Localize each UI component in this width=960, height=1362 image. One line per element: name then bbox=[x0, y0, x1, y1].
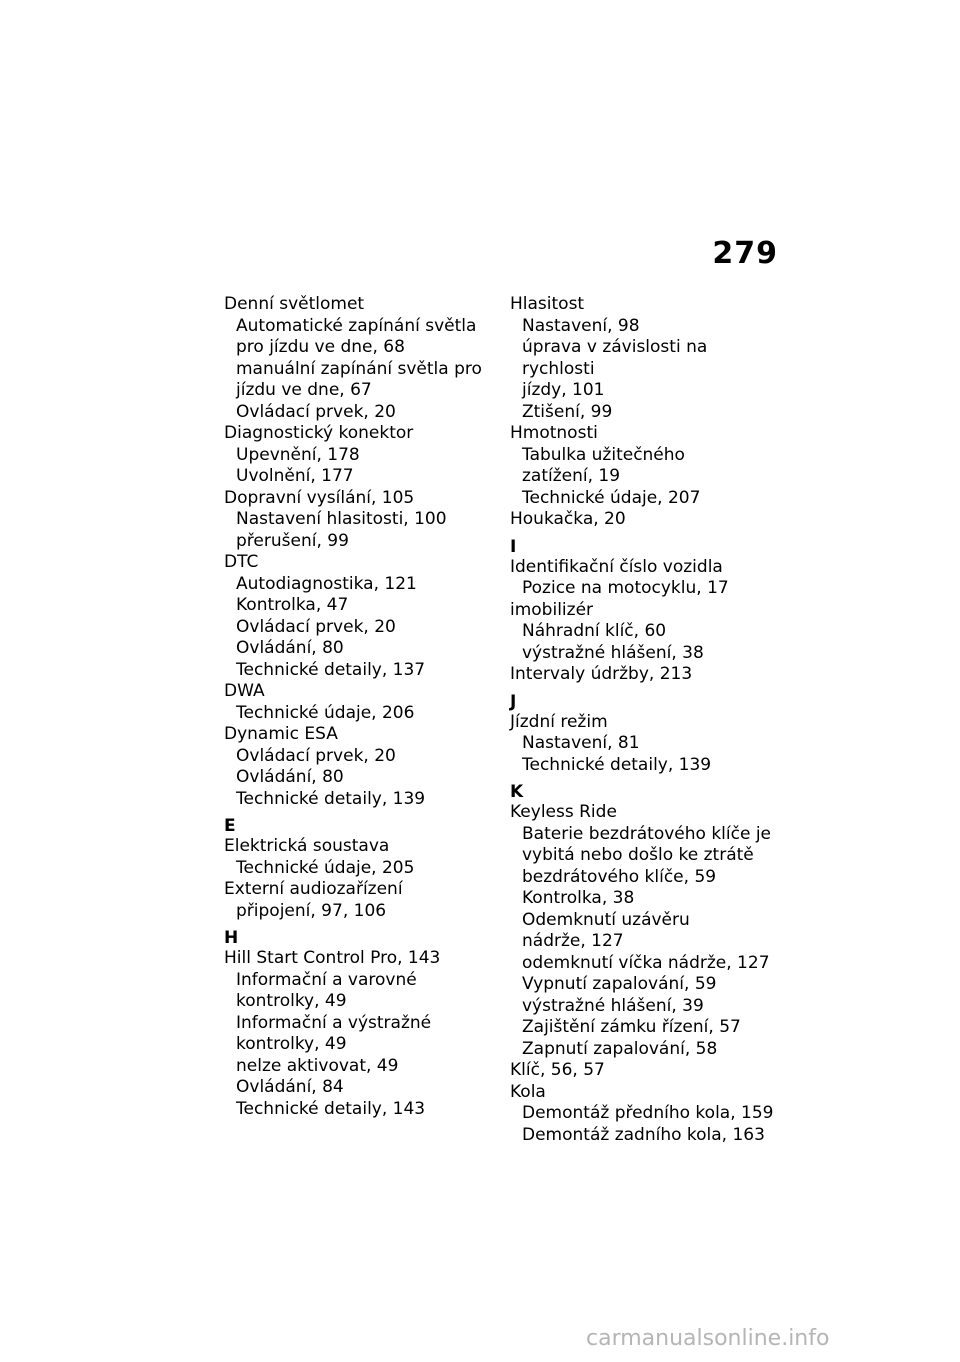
index-entry bbox=[224, 836, 486, 879]
index-entry-term: Dopravní vysílání, 105 bbox=[224, 487, 415, 508]
index-subentry: Ovládání, 84 bbox=[236, 1077, 344, 1097]
index-subentry: Zapnutí zapalování, 58 bbox=[522, 1038, 718, 1059]
index-subentry: Ovládací prvek, 20 bbox=[236, 616, 396, 637]
index-entry-term: imobilizér bbox=[510, 599, 594, 620]
watermark: carmanualsonline.info bbox=[586, 1326, 830, 1351]
index-subentry: Zajištění zámku řízení, 57 bbox=[522, 1017, 741, 1037]
index-entry bbox=[224, 294, 486, 423]
index-subentry: Pozice na motocyklu, 17 bbox=[522, 578, 729, 598]
page-number: 279 bbox=[712, 236, 778, 271]
index-entry-term: DTC bbox=[224, 552, 259, 572]
index-subentry: Nastavení hlasitosti, 100 bbox=[236, 509, 447, 529]
index-subentry: výstražné hlášení, 38 bbox=[522, 642, 704, 663]
index-entry bbox=[224, 681, 486, 724]
index-subentry: nádrže, 127 bbox=[522, 931, 624, 951]
index-entry-term: Externí audiozařízení bbox=[224, 879, 403, 899]
index-entry bbox=[224, 948, 486, 1120]
index-subentry: Ovládací prvek, 20 bbox=[236, 401, 396, 422]
index-letter-heading: E bbox=[224, 816, 236, 836]
index-entry-term: Intervaly údržby, 213 bbox=[510, 664, 693, 684]
index-column-left bbox=[224, 294, 486, 1120]
index-subentry: Odemknutí uzávěru bbox=[522, 909, 690, 930]
index-subentry: bezdrátového klíče, 59 bbox=[522, 866, 717, 887]
index-entry-term: Elektrická soustava bbox=[224, 836, 390, 856]
index-subentry: nelze aktivovat, 49 bbox=[236, 1055, 399, 1076]
index-letter-heading: J bbox=[510, 691, 517, 712]
index-subentry: jízdy, 101 bbox=[522, 380, 605, 400]
index-subentry: Informační a varovné bbox=[236, 969, 417, 990]
index-entry-term: Hill Start Control Pro, 143 bbox=[224, 948, 441, 968]
index-letter-heading: H bbox=[224, 928, 239, 948]
index-subentry: Automatické zapínání světla bbox=[236, 315, 477, 336]
index-entry-term: Houkačka, 20 bbox=[510, 509, 626, 529]
index-entry-term: Identifikační číslo vozidla bbox=[510, 556, 723, 577]
index-subentry: výstražné hlášení, 39 bbox=[522, 995, 704, 1016]
index-entry bbox=[224, 724, 486, 810]
index-entry bbox=[224, 488, 486, 553]
index-entry-term: Denní světlomet bbox=[224, 294, 365, 314]
index-entry bbox=[510, 1082, 778, 1147]
index-entry bbox=[224, 552, 486, 681]
index-subentry: Vypnutí zapalování, 59 bbox=[522, 974, 717, 994]
index-entry bbox=[224, 423, 486, 488]
index-subentry: Demontáž zadního kola, 163 bbox=[522, 1124, 765, 1145]
index-entry bbox=[510, 600, 778, 665]
index-subentry: Kontrolka, 38 bbox=[522, 888, 635, 908]
index-subentry: Technické údaje, 205 bbox=[236, 857, 415, 878]
index-entry-term: Kola bbox=[510, 1081, 546, 1102]
index-subentry: Nastavení, 98 bbox=[522, 315, 640, 336]
index-subentry: Autodiagnostika, 121 bbox=[236, 573, 417, 594]
index-entry bbox=[510, 712, 778, 777]
index-entry-term: Diagnostický konektor bbox=[224, 423, 414, 443]
index-subentry: přerušení, 99 bbox=[236, 530, 349, 551]
index-letter-heading: K bbox=[510, 782, 524, 802]
index-subentry: Technické detaily, 137 bbox=[236, 659, 426, 680]
index-subentry: Upevnění, 178 bbox=[236, 444, 360, 465]
index-subentry: Uvolnění, 177 bbox=[236, 466, 354, 486]
index-subentry: jízdu ve dne, 67 bbox=[236, 380, 372, 400]
index-entry-term: Klíč, 56, 57 bbox=[510, 1060, 605, 1080]
index-subentry: Ovládání, 80 bbox=[236, 767, 344, 787]
index-entry-term: DWA bbox=[224, 681, 265, 701]
index-entry bbox=[510, 1060, 778, 1082]
index-letter-heading: I bbox=[510, 536, 517, 557]
index-subentry: odemknutí víčka nádrže, 127 bbox=[522, 952, 770, 973]
index-subentry: Demontáž předního kola, 159 bbox=[522, 1103, 774, 1123]
index-subentry: kontrolky, 49 bbox=[236, 991, 347, 1011]
index-column-right bbox=[510, 294, 778, 1146]
index-entry-term: Keyless Ride bbox=[510, 802, 617, 822]
index-entry bbox=[510, 423, 778, 509]
index-entry-term: Dynamic ESA bbox=[224, 724, 338, 744]
index-subentry: Baterie bezdrátového klíče je bbox=[522, 823, 771, 844]
index-subentry: kontrolky, 49 bbox=[236, 1034, 347, 1054]
index-subentry: pro jízdu ve dne, 68 bbox=[236, 337, 405, 357]
index-subentry: manuální zapínání světla pro bbox=[236, 358, 482, 379]
index-entry bbox=[510, 557, 778, 600]
index-entry bbox=[510, 664, 778, 686]
index-subentry: Informační a výstražné bbox=[236, 1012, 432, 1033]
index-subentry: Ovládací prvek, 20 bbox=[236, 745, 396, 766]
index-subentry: Ztišení, 99 bbox=[522, 401, 613, 422]
index-subentry: zatížení, 19 bbox=[522, 466, 621, 486]
index-entry-term: Jízdní režim bbox=[510, 711, 608, 732]
index-entry bbox=[224, 879, 486, 922]
index-subentry: Tabulka užitečného bbox=[522, 444, 685, 465]
index-subentry: Technické údaje, 206 bbox=[236, 702, 415, 723]
index-subentry: Ovládání, 80 bbox=[236, 638, 344, 658]
index-subentry: Technické detaily, 139 bbox=[236, 788, 426, 809]
index-entry bbox=[510, 509, 778, 531]
index-subentry: připojení, 97, 106 bbox=[236, 900, 387, 921]
index-subentry: úprava v závislosti na rychlosti bbox=[522, 337, 708, 379]
index-entry bbox=[510, 294, 778, 423]
index-subentry: Technické údaje, 207 bbox=[522, 487, 701, 508]
index-subentry: Technické detaily, 143 bbox=[236, 1098, 426, 1119]
index-entry bbox=[510, 802, 778, 1060]
index-entry-term: Hlasitost bbox=[510, 294, 585, 314]
index-subentry: vybitá nebo došlo ke ztrátě bbox=[522, 845, 754, 865]
index-subentry: Náhradní klíč, 60 bbox=[522, 621, 667, 641]
index-entry-term: Hmotnosti bbox=[510, 423, 598, 443]
index-subentry: Kontrolka, 47 bbox=[236, 595, 349, 615]
index-subentry: Technické detaily, 139 bbox=[522, 754, 712, 775]
index-subentry: Nastavení, 81 bbox=[522, 733, 640, 753]
